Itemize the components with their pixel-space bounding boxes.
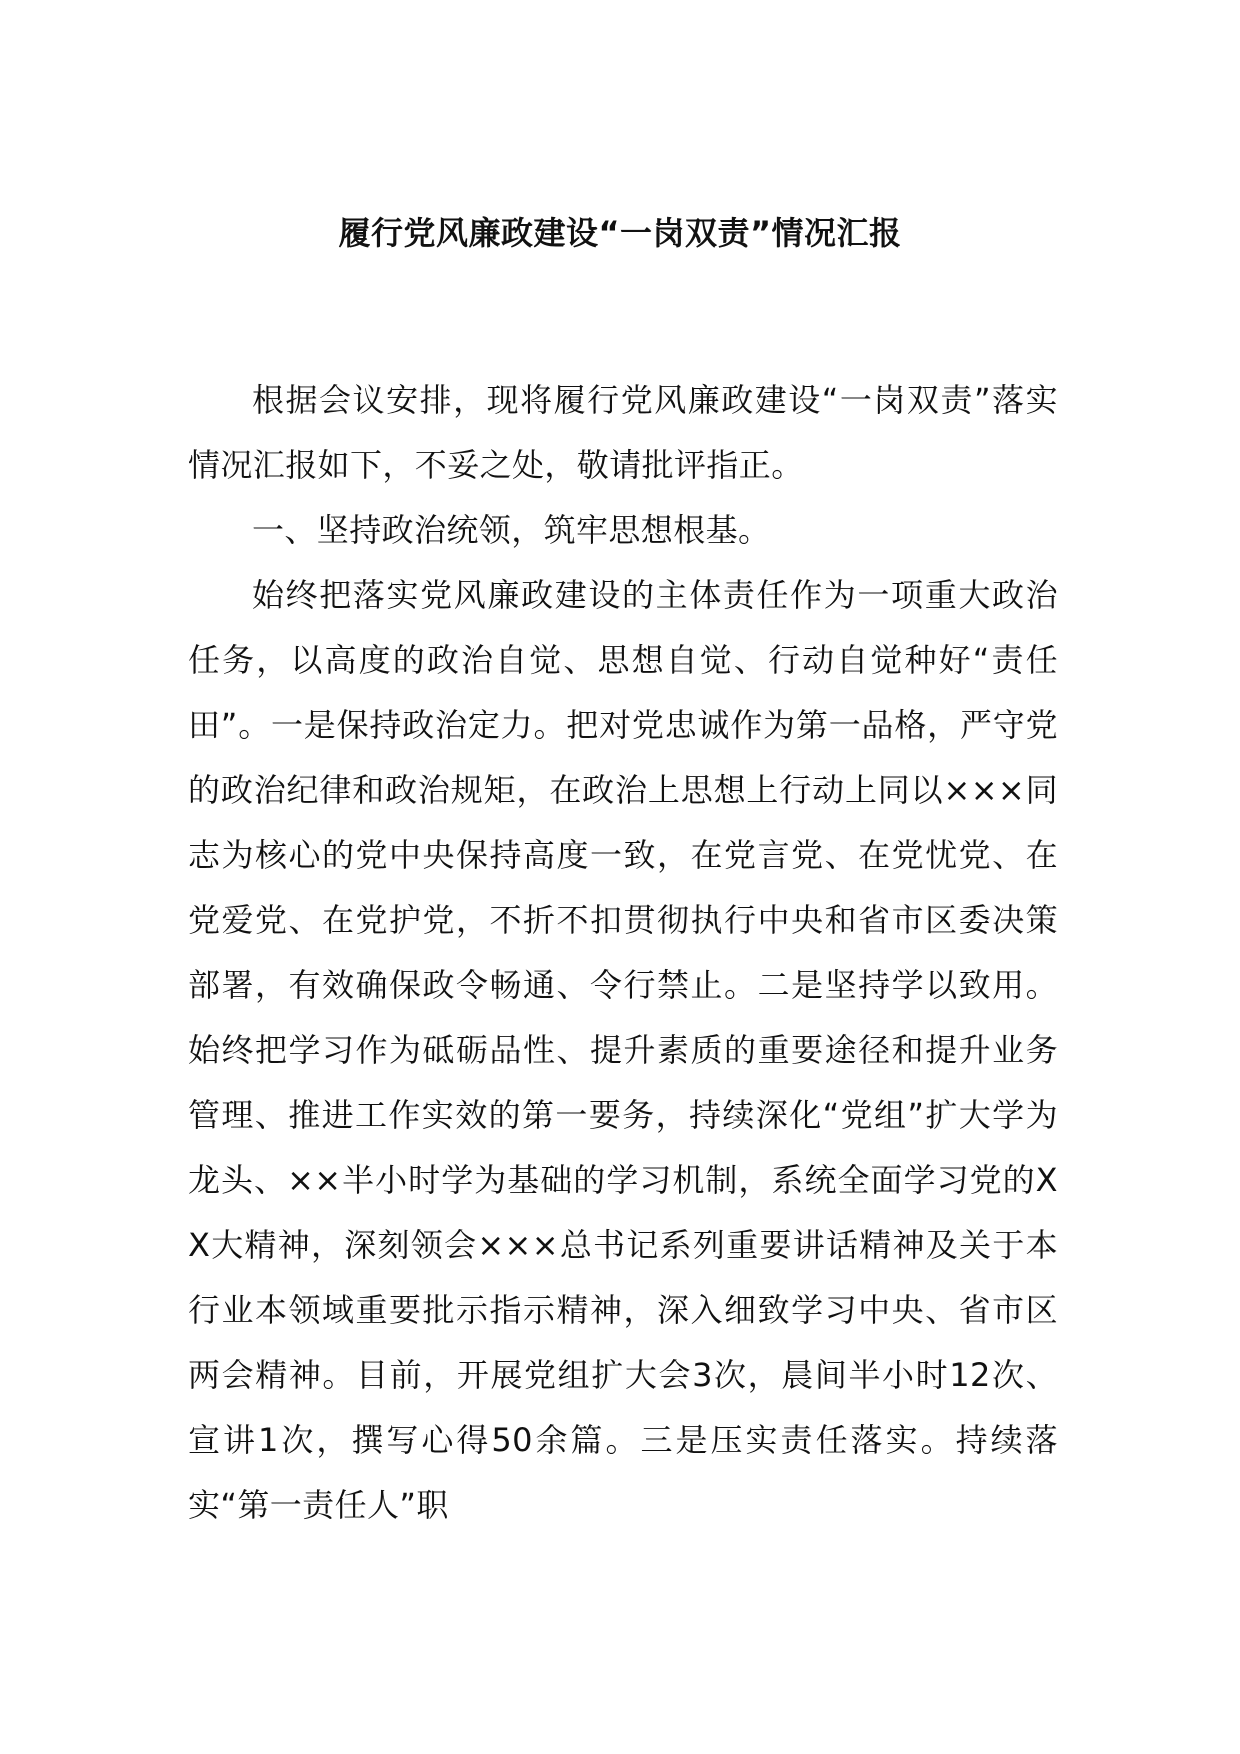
section-heading-1: 一、坚持政治统领，筑牢思想根基。: [252, 511, 771, 549]
document-body: [188, 368, 1058, 1538]
paragraph-intro: 根据会议安排，现将履行党风廉政建设“一岗双责”落实情况汇报如下，不妥之处，敬请批评指正。: [188, 381, 1058, 484]
paragraph-section-1: 始终把落实党风廉政建设的主体责任作为一项重大政治任务，以高度的政治自觉、思想自觉、行动自觉种好“责任田”。一是保持政治定力。把对党忠诚作为第一品格，严守党的政治纪律和政治规矩，在政治上思想上行动上同以×××同志为核心的党中央保持高度一致，在党言党、在党忧党、在党爱党、在党护党，不折不扣贯彻执行中央和省市区委决策部署，有效确保政令畅通、令行禁止。二是坚持学以致用。始终把学习作为砥砺品性、提升素质的重要途径和提升业务管理、推进工作实效的第一要务，持续深化“党组”扩大学为龙头、××半小时学为基础的学习机制，系统全面学习党的XX大精神，深刻领会×××总书记系列重要讲话精神及关于本行业本领域重要批示指示精神，深入细致学习中央、省市区两会精神。目前，开展党组扩大会3次，晨间半小时12次、宣讲1次，撰写心得50余篇。三是压实责任落实。持续落实“第一责任人”职: [188, 576, 1058, 1524]
document-title: 履行党风廉政建设“一岗双责”情况汇报: [338, 214, 902, 252]
